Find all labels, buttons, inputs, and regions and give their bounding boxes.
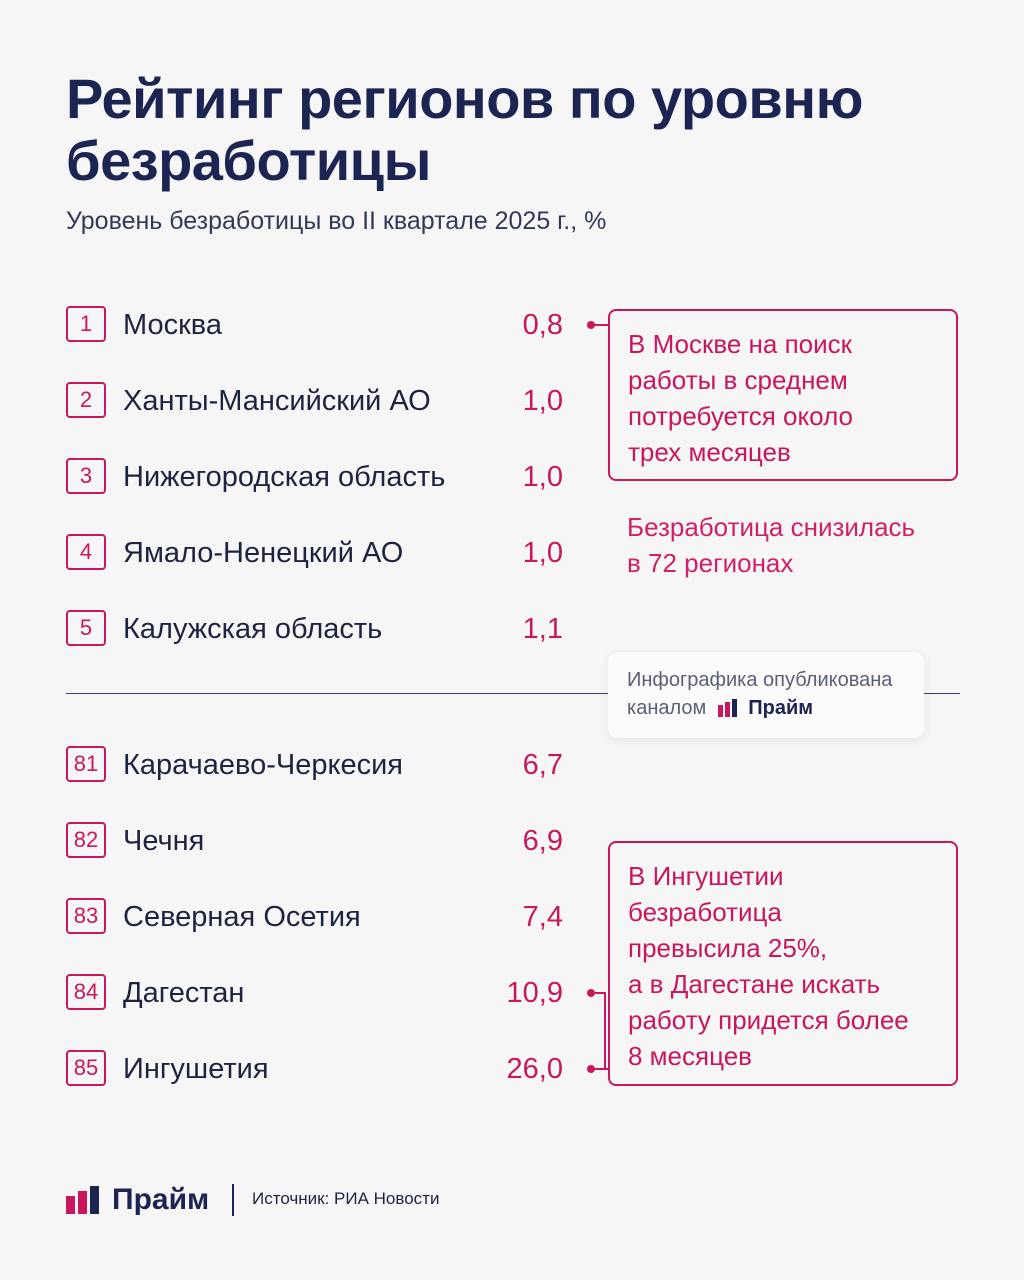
- publication-brand[interactable]: [718, 694, 813, 722]
- table-row: [0, 534, 600, 574]
- unemployment-value: 1,0: [522, 537, 563, 569]
- rank-badge: 82: [66, 822, 106, 858]
- footer-brand-label: Прайм: [112, 1183, 210, 1216]
- unemployment-value: 0,8: [522, 309, 563, 341]
- rank-badge: 85: [66, 1050, 106, 1086]
- region-name: Северная Осетия: [123, 901, 361, 933]
- source-label: Источник: РИА Новости: [252, 1189, 440, 1208]
- callout-line: потребуется около: [628, 401, 853, 431]
- rank-badge: 1: [66, 306, 106, 342]
- unemployment-value: 6,7: [522, 749, 563, 781]
- callout-line: работу придется более: [628, 1005, 909, 1035]
- callout-line: В Москве на поиск: [628, 329, 853, 359]
- decline-note: [627, 509, 915, 581]
- unemployment-value: 26,0: [506, 1053, 563, 1085]
- callout-line: трех месяцев: [628, 437, 791, 467]
- callout-line: безработица: [628, 897, 782, 927]
- unemployment-value: 1,1: [522, 613, 563, 645]
- region-name: Дагестан: [123, 977, 245, 1009]
- rank-badge: 5: [66, 610, 106, 646]
- table-row: [0, 306, 600, 346]
- region-name: Ханты-Мансийский АО: [123, 385, 431, 417]
- footer-brand[interactable]: [66, 1183, 209, 1217]
- table-row: [0, 610, 600, 650]
- moscow-callout: [608, 309, 958, 481]
- rank-badge: 81: [66, 746, 106, 782]
- rank-badge: 3: [66, 458, 106, 494]
- unemployment-value: 1,0: [522, 461, 563, 493]
- unemployment-value: 7,4: [522, 901, 563, 933]
- table-row: [0, 382, 600, 422]
- page-subtitle: Уровень безработицы во II квартале 2025 г., %: [66, 207, 607, 235]
- callout-line: В Ингушетии: [628, 861, 784, 891]
- ingushetia-callout: [608, 841, 958, 1086]
- unemployment-value: 10,9: [506, 977, 563, 1009]
- publication-brand-label: Прайм: [748, 697, 814, 719]
- table-row: [0, 898, 600, 938]
- rank-badge: 84: [66, 974, 106, 1010]
- note-line: в 72 регионах: [627, 548, 794, 578]
- region-name: Москва: [123, 309, 223, 341]
- footer-divider: [232, 1184, 234, 1216]
- rank-badge: 4: [66, 534, 106, 570]
- callout-line: а в Дагестане искать: [628, 969, 881, 999]
- rank-badge: 83: [66, 898, 106, 934]
- publication-line2: каналом: [627, 697, 707, 719]
- page-title: Рейтинг регионов по уровню безработицы: [66, 67, 863, 192]
- rank-badge: 2: [66, 382, 106, 418]
- region-name: Калужская область: [123, 613, 383, 645]
- callout-line: превысила 25%,: [628, 933, 828, 963]
- publication-card: [608, 652, 924, 738]
- unemployment-value: 1,0: [522, 385, 563, 417]
- callout-line: 8 месяцев: [628, 1041, 752, 1071]
- table-row: [0, 458, 600, 498]
- prime-logo-icon: [66, 1186, 104, 1214]
- table-row: [0, 1050, 600, 1090]
- table-row: [0, 746, 600, 786]
- region-name: Карачаево-Черкесия: [123, 749, 404, 781]
- region-name: Ямало-Ненецкий АО: [123, 537, 404, 569]
- region-name: Нижегородская область: [123, 461, 446, 493]
- publication-line1: Инфографика опубликована: [627, 669, 893, 691]
- region-name: Ингушетия: [123, 1053, 269, 1085]
- connector-line: [604, 992, 606, 1068]
- callout-line: работы в среднем: [628, 365, 848, 395]
- table-row: [0, 822, 600, 862]
- prime-logo-icon: [718, 699, 742, 717]
- unemployment-value: 6,9: [522, 825, 563, 857]
- table-row: [0, 974, 600, 1014]
- region-name: Чечня: [123, 825, 205, 857]
- connector-line: [591, 1068, 608, 1070]
- note-line: Безработица снизилась: [627, 512, 916, 542]
